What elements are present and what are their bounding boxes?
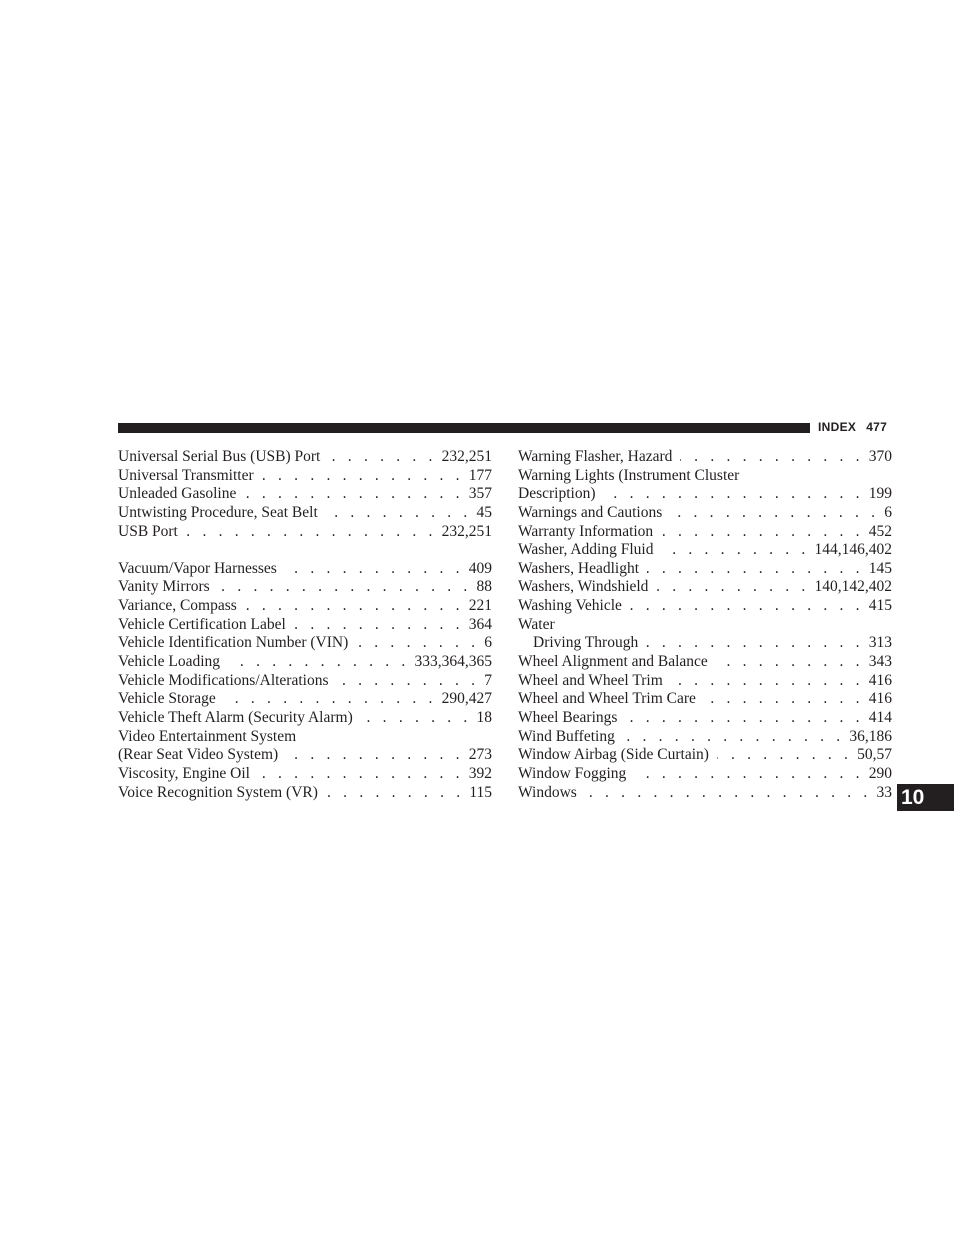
dot-leader	[661, 523, 864, 542]
index-entry: Unleaded Gasoline . . . 357	[118, 485, 492, 504]
dot-leader	[704, 690, 864, 709]
dot-leader	[656, 578, 809, 597]
index-entry: Vanity Mirrors . . . 88	[118, 578, 492, 597]
page-ref: 45	[476, 503, 492, 521]
dot-leader	[361, 709, 472, 728]
dot-leader	[245, 597, 464, 616]
running-header	[818, 420, 887, 434]
dot-leader	[646, 634, 864, 653]
index-entry: Vehicle Identification Number (VIN) . . . 6	[118, 634, 492, 653]
page-number: 477	[866, 420, 888, 434]
dot-leader	[286, 746, 464, 765]
index-entry: Wind Buffeting . . . 36,186	[518, 728, 892, 747]
index-entry: Window Airbag (Side Curtain) . . . 50,57	[518, 746, 892, 765]
dot-leader	[356, 634, 479, 653]
index-entry: Wheel and Wheel Trim Care . . . 416	[518, 690, 892, 709]
page-ref: 7	[484, 671, 492, 689]
index-entry: Vehicle Certification Label . . . 364	[118, 616, 492, 635]
index-entry: USB Port . . . 232,251	[118, 523, 492, 542]
page-ref: 452	[868, 522, 892, 540]
page-ref: 88	[476, 578, 492, 596]
dot-leader	[625, 709, 863, 728]
page-ref: 357	[468, 485, 492, 503]
index-entry: Wheel Bearings . . . 414	[518, 709, 892, 728]
dot-leader	[717, 746, 852, 765]
dot-leader	[186, 523, 437, 542]
index-entry: Warning Flasher, Hazard . . . 370	[518, 448, 892, 467]
dot-leader	[630, 597, 864, 616]
page-ref: 333,364,365	[414, 653, 492, 671]
page-ref: 177	[468, 466, 492, 484]
dot-leader	[228, 653, 409, 672]
dot-leader	[224, 690, 437, 709]
page-ref: 50,57	[857, 746, 892, 764]
dot-leader	[670, 504, 879, 523]
page-ref: 33	[876, 783, 892, 801]
index-entry: Washers, Headlight . . . 145	[518, 560, 892, 579]
dot-leader	[661, 541, 809, 560]
letter-group-spacer	[118, 541, 492, 560]
index-column-left	[118, 448, 492, 802]
index-entry: Variance, Compass . . . 221	[118, 597, 492, 616]
index-subentry: Driving Through . . . 313	[518, 634, 892, 653]
index-entry: Vehicle Storage . . . 290,427	[118, 690, 492, 709]
page-ref: 414	[868, 708, 892, 726]
dot-leader	[647, 560, 864, 579]
dot-leader	[634, 765, 863, 784]
page-ref: 221	[468, 597, 492, 615]
page-ref: 364	[468, 615, 492, 633]
page-ref: 273	[468, 746, 492, 764]
index-entry: (Rear Seat Video System) . . . 273	[118, 746, 492, 765]
index-entry: Washers, Windshield . . . 140,142,402	[518, 578, 892, 597]
index-heading: Video Entertainment System	[118, 727, 297, 745]
index-entry: Warnings and Cautions . . . 6	[518, 504, 892, 523]
index-entry: Windows . . . 33	[518, 784, 892, 803]
chapter-tab: 10	[897, 784, 954, 811]
dot-leader	[337, 672, 480, 691]
index-column-right	[518, 448, 892, 802]
index-entry: Voice Recognition System (VR) . . . 115	[118, 784, 492, 803]
dot-leader	[244, 485, 463, 504]
page-ref: 145	[868, 559, 892, 577]
page-ref: 415	[868, 597, 892, 615]
page-ref: 6	[484, 634, 492, 652]
index-entry: Wheel Alignment and Balance . . . 343	[518, 653, 892, 672]
index-entry: Wheel and Wheel Trim . . . 416	[518, 672, 892, 691]
index-heading: Warning Lights (Instrument Cluster	[518, 466, 740, 484]
page-ref: 313	[868, 634, 892, 652]
dot-leader	[328, 448, 436, 467]
index-entry: Washing Vehicle . . . 415	[518, 597, 892, 616]
page-ref: 343	[868, 653, 892, 671]
page-ref: 409	[468, 559, 492, 577]
index-entry: Vehicle Theft Alarm (Security Alarm) . . . 18	[118, 709, 492, 728]
page-ref: 416	[868, 690, 892, 708]
page-ref: 232,251	[441, 448, 492, 465]
page-ref: 140,142,402	[814, 578, 892, 596]
index-entry: Description) . . . 199	[518, 485, 892, 504]
page-ref: 18	[476, 708, 492, 726]
page-ref: 392	[468, 764, 492, 782]
page-ref: 232,251	[441, 522, 492, 540]
page-ref: 370	[868, 448, 892, 465]
dot-leader	[326, 784, 464, 803]
index-heading: Water	[518, 615, 555, 633]
page-ref: 199	[868, 485, 892, 503]
index-entry: Universal Serial Bus (USB) Port . . . 232,251	[118, 448, 492, 467]
index-entry: Vehicle Loading . . . 333,364,365	[118, 653, 492, 672]
page-ref: 290,427	[441, 690, 492, 708]
dot-leader	[603, 485, 863, 504]
index-entry: Vehicle Modifications/Alterations . . . 7	[118, 672, 492, 691]
dot-leader	[285, 560, 464, 579]
index-entry: Window Fogging . . . 290	[518, 765, 892, 784]
header-rule	[118, 423, 810, 433]
page-ref: 6	[884, 503, 892, 521]
dot-leader	[326, 504, 472, 523]
dot-leader	[258, 765, 464, 784]
index-entry: Vacuum/Vapor Harnesses . . . 409	[118, 560, 492, 579]
index-entry: Viscosity, Engine Oil . . . 392	[118, 765, 492, 784]
dot-leader	[671, 672, 864, 691]
page-ref: 144,146,402	[814, 541, 892, 559]
index-entry: Untwisting Procedure, Seat Belt . . . 45	[118, 504, 492, 523]
dot-leader	[585, 784, 872, 803]
dot-leader	[623, 728, 845, 747]
section-title: INDEX	[818, 420, 857, 434]
dot-leader	[680, 448, 863, 467]
dot-leader	[218, 578, 472, 597]
index-entry: Washer, Adding Fluid . . . 144,146,402	[518, 541, 892, 560]
dot-leader	[294, 616, 464, 635]
page-ref: 416	[868, 671, 892, 689]
index-entry: Universal Transmitter . . . 177	[118, 467, 492, 486]
dot-leader	[262, 467, 464, 486]
dot-leader	[716, 653, 864, 672]
index-entry: Warranty Information . . . 452	[518, 523, 892, 542]
page-ref: 290	[868, 764, 892, 782]
page-ref: 115	[469, 783, 492, 801]
page-ref: 36,186	[849, 727, 892, 745]
